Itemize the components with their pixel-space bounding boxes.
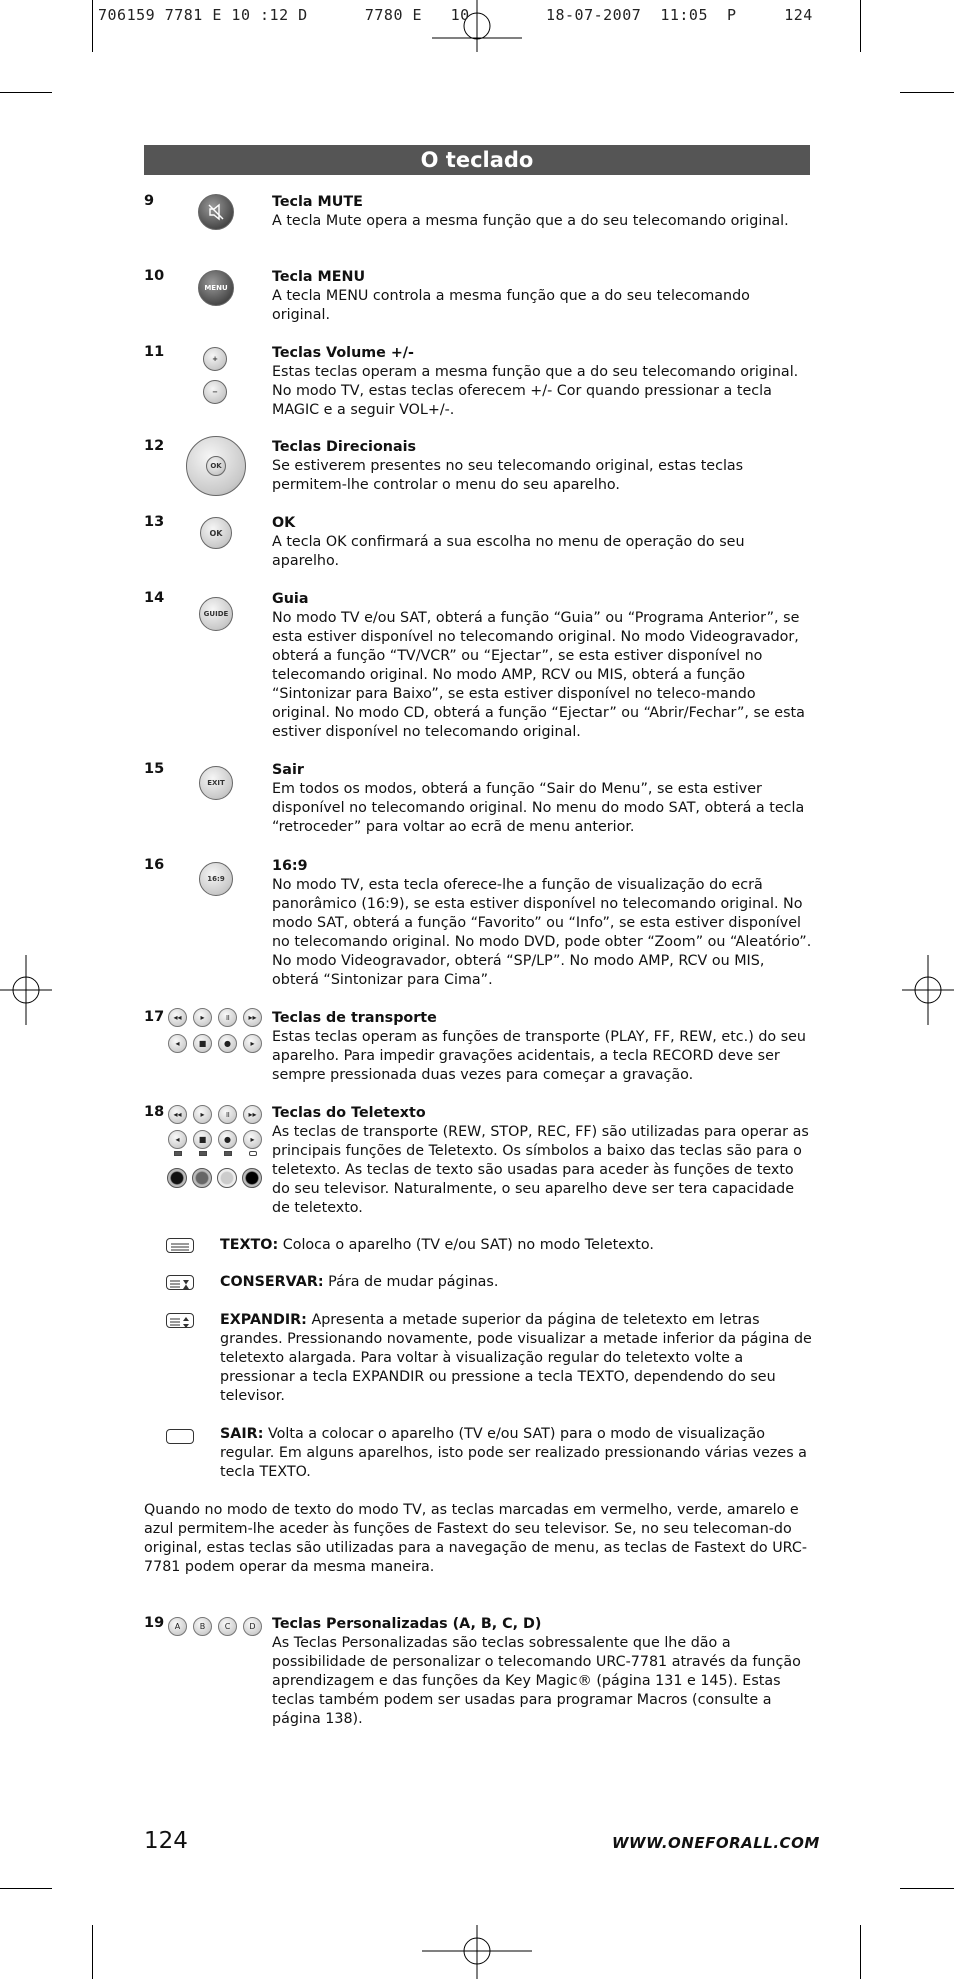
key-c-icon — [218, 1617, 237, 1636]
widescreen-icon-label: 16:9 — [207, 875, 225, 883]
stop-icon: ■ — [193, 1130, 212, 1149]
fast-forward-icon: ▸▸ — [243, 1008, 262, 1027]
key-label: D — [249, 1622, 256, 1631]
registration-mark — [422, 1925, 532, 1979]
teletext-text-desc — [220, 1236, 812, 1255]
record-icon: ● — [218, 1130, 237, 1149]
item-number: 19 — [144, 1615, 165, 1631]
item-heading: Tecla MUTE — [272, 194, 363, 210]
item-number: 18 — [144, 1104, 165, 1120]
rewind-icon: ◂◂ — [168, 1105, 187, 1124]
teletext-text-tag-icon — [174, 1151, 182, 1156]
menu-icon — [198, 270, 234, 306]
item-heading: Tecla MENU — [272, 269, 366, 285]
item-body: No modo TV, esta tecla oferece-lhe a função de visualização do ecrã panorâmico (16:9), se esta estiver disponível no telecomando original. No modo SAT, obterá a função “Favorito” ou “Info”, se esta estiver disponível no telecomando original. No modo DVD, pode obter “Zoom” ou “Aleatório”. No modo Videogravador, obterá “SP/LP”. No modo AMP, RCV ou MIS, obterá “Sintonizar para Cima”. — [272, 877, 812, 988]
teletext-desc: Apresenta a metade superior da página de teletexto em letras grandes. Pressionando novamente, pode visualizar a metade inferior da página de teletexto alargada. Para voltar à visualização regular do teletexto volte a pressionar a tecla EXPANDIR ou pressione a tecla TEXTO, dependendo do seu televisor. — [220, 1312, 812, 1404]
page-number: 124 — [144, 1828, 188, 1854]
teletext-expand-desc — [220, 1311, 812, 1406]
teletext-label: CONSERVAR: — [220, 1274, 324, 1290]
crop-mark — [0, 92, 52, 93]
teletext-label: SAIR: — [220, 1426, 264, 1442]
item-body: Estas teclas operam a mesma função que a do seu telecomando original. No modo TV, estas teclas oferecem +/- Cor quando pressionar a tecla MAGIC e a seguir VOL+/-. — [272, 364, 799, 418]
item-heading: Teclas do Teletexto — [272, 1105, 426, 1121]
registration-mark — [902, 955, 954, 1025]
page-title: O teclado — [144, 145, 810, 175]
teletext-exit-desc — [220, 1425, 812, 1482]
exit-icon — [199, 766, 233, 800]
guide-icon — [199, 597, 233, 631]
item-teletext — [272, 1104, 812, 1218]
item-body: As teclas de transporte (REW, STOP, REC, FF) são utilizadas para operar as principais funções de Teletexto. Os símbolos a baixo das teclas são para o teletexto. As teclas de texto são usadas para aceder às funções de texto do seu televisor. Naturalmente, o seu aparelho deve ser tera capacidade de teletexto. — [272, 1124, 809, 1216]
volume-up-icon: + — [203, 347, 227, 371]
item-heading: OK — [272, 515, 296, 531]
exit-icon-label: EXIT — [207, 779, 225, 787]
item-heading: Teclas de transporte — [272, 1010, 437, 1026]
widescreen-icon — [199, 862, 233, 896]
teletext-label: EXPANDIR: — [220, 1312, 307, 1328]
red-key-icon — [167, 1168, 187, 1188]
crop-mark — [860, 0, 861, 52]
volume-down-icon: − — [203, 380, 227, 404]
item-exit — [272, 761, 812, 837]
exit-text-key-icon — [166, 1429, 194, 1444]
item-number: 10 — [144, 268, 165, 284]
record-icon: ● — [218, 1034, 237, 1053]
item-body: Estas teclas operam as funções de transporte (PLAY, FF, REW, etc.) do seu aparelho. Para impedir gravações acidentais, a tecla RECORD deve ser sempre pressionada duas vezes para começar a gravação. — [272, 1029, 806, 1083]
item-volume — [272, 344, 812, 420]
fastext-paragraph: Quando no modo de texto do modo TV, as teclas marcadas em vermelho, verde, amarelo e azul permitem-lhe aceder às funções de Fastext do seu televisor. Se, no seu telecoman-do original, estas teclas são utilizadas para a navegação de menu, as teclas de Fastext do URC-7781 podem operar da mesma maneira. — [144, 1502, 808, 1575]
item-heading: Teclas Direcionais — [272, 439, 417, 455]
item-heading: Guia — [272, 591, 309, 607]
pause-icon: ॥ — [218, 1008, 237, 1027]
item-number: 15 — [144, 761, 165, 777]
teletext-expand-tag-icon — [224, 1151, 232, 1156]
ok-center-label: OK — [210, 462, 222, 470]
crop-mark — [92, 1925, 93, 1979]
ok-icon-label: OK — [209, 528, 223, 538]
print-slug: 706159 7781 E 10 :12 D 7780 E 10 18-07-2007 11:05 P 124 — [98, 6, 813, 24]
key-b-icon — [193, 1617, 212, 1636]
item-body: Se estiverem presentes no seu telecomando original, estas teclas permitem-lhe controlar o menu do seu aparelho. — [272, 458, 744, 493]
green-key-icon — [192, 1168, 212, 1188]
item-heading: Teclas Volume +/- — [272, 345, 414, 361]
item-menu — [272, 268, 812, 325]
directional-pad-icon — [186, 436, 246, 496]
crop-mark — [860, 1925, 861, 1979]
play-icon: ▸ — [193, 1008, 212, 1027]
pause-icon: ॥ — [218, 1105, 237, 1124]
teletext-desc: Coloca o aparelho (TV e/ou SAT) no modo Teletexto. — [282, 1237, 654, 1253]
mute-icon — [198, 194, 234, 230]
item-widescreen — [272, 857, 812, 990]
footer-url: WWW.ONEFORALL.COM — [612, 1834, 820, 1852]
teletext-desc: Volta a colocar o aparelho (TV e/ou SAT) para o modo de visualização regular. Em alguns aparelhos, isto pode ser realizado pressionando várias vezes a tecla TEXTO. — [220, 1426, 807, 1480]
crop-mark — [900, 1888, 954, 1889]
crop-mark — [0, 1888, 52, 1889]
item-mute — [272, 193, 812, 231]
teletext-label: TEXTO: — [220, 1237, 279, 1253]
key-label: B — [199, 1622, 206, 1631]
teletext-desc: Pára de mudar páginas. — [328, 1274, 499, 1290]
item-body: No modo TV e/ou SAT, obterá a função “Guia” ou “Programa Anterior”, se esta estiver disponível no telecomando original. No modo Videogravador, obterá a função “TV/VCR” ou “Ejectar”, se esta estiver disponível no telecomando original. No modo AMP, RCV ou MIS, obterá a função “Sintonizar para Baixo”, se esta estiver disponível no teleco-mando original. No modo CD, obterá a função “Ejectar” ou “Abrir/Fechar”, se esta estiver disponível no telecomando original. — [272, 610, 805, 740]
skip-forward-icon: ▸ — [243, 1034, 262, 1053]
item-heading: Teclas Personalizadas (A, B, C, D) — [272, 1616, 542, 1632]
item-body: A tecla Mute opera a mesma função que a do seu telecomando original. — [272, 213, 789, 229]
item-number: 17 — [144, 1009, 165, 1025]
stop-icon: ■ — [193, 1034, 212, 1053]
ok-center-icon — [206, 456, 226, 476]
teletext-exit-tag-icon — [249, 1151, 257, 1156]
play-icon: ▸ — [193, 1105, 212, 1124]
skip-forward-icon: ▸ — [243, 1130, 262, 1149]
item-transport — [272, 1009, 812, 1085]
blue-key-icon — [242, 1168, 262, 1188]
skip-back-icon: ◂ — [168, 1034, 187, 1053]
item-number: 13 — [144, 514, 165, 530]
text-key-icon — [166, 1238, 194, 1253]
item-body: A tecla MENU controla a mesma função que a do seu telecomando original. — [272, 288, 750, 323]
item-directional — [272, 438, 812, 495]
hold-key-icon — [166, 1275, 194, 1290]
item-body: As Teclas Personalizadas são teclas sobressalente que lhe dão a possibilidade de personalizar o telecomando URC-7781 através da função aprendizagem e das funções da Key Magic® (página 131 e 145). Estas teclas também podem ser usadas para programar Macros (consulte a página 138). — [272, 1635, 801, 1727]
fast-forward-icon: ▸▸ — [243, 1105, 262, 1124]
item-body: A tecla OK confirmará a sua escolha no menu de operação do seu aparelho. — [272, 534, 745, 569]
rewind-icon: ◂◂ — [168, 1008, 187, 1027]
key-d-icon — [243, 1617, 262, 1636]
item-number: 12 — [144, 438, 165, 454]
crop-mark — [92, 0, 93, 52]
item-number: 9 — [144, 193, 155, 209]
skip-back-icon: ◂ — [168, 1130, 187, 1149]
key-label: C — [224, 1622, 231, 1631]
ok-icon — [200, 517, 232, 549]
item-custom-keys — [272, 1615, 812, 1729]
item-number: 11 — [144, 344, 165, 360]
item-heading: Sair — [272, 762, 304, 778]
item-ok — [272, 514, 812, 571]
yellow-key-icon — [217, 1168, 237, 1188]
item-number: 16 — [144, 857, 165, 873]
item-heading: 16:9 — [272, 858, 308, 874]
registration-mark — [0, 955, 52, 1025]
item-body: Em todos os modos, obterá a função “Sair do Menu”, se esta estiver disponível no telecomando original. No menu do modo SAT, obterá a tecla “retroceder” para voltar ao ecrã de menu anterior. — [272, 781, 805, 835]
teletext-hold-desc — [220, 1273, 812, 1292]
crop-mark — [900, 92, 954, 93]
menu-icon-label: MENU — [204, 284, 228, 292]
item-number: 14 — [144, 590, 165, 606]
key-a-icon — [168, 1617, 187, 1636]
item-guide — [272, 590, 812, 742]
expand-key-icon — [166, 1313, 194, 1328]
teletext-hold-tag-icon — [199, 1151, 207, 1156]
guide-icon-label: GUIDE — [203, 610, 229, 618]
key-label: A — [174, 1622, 181, 1631]
